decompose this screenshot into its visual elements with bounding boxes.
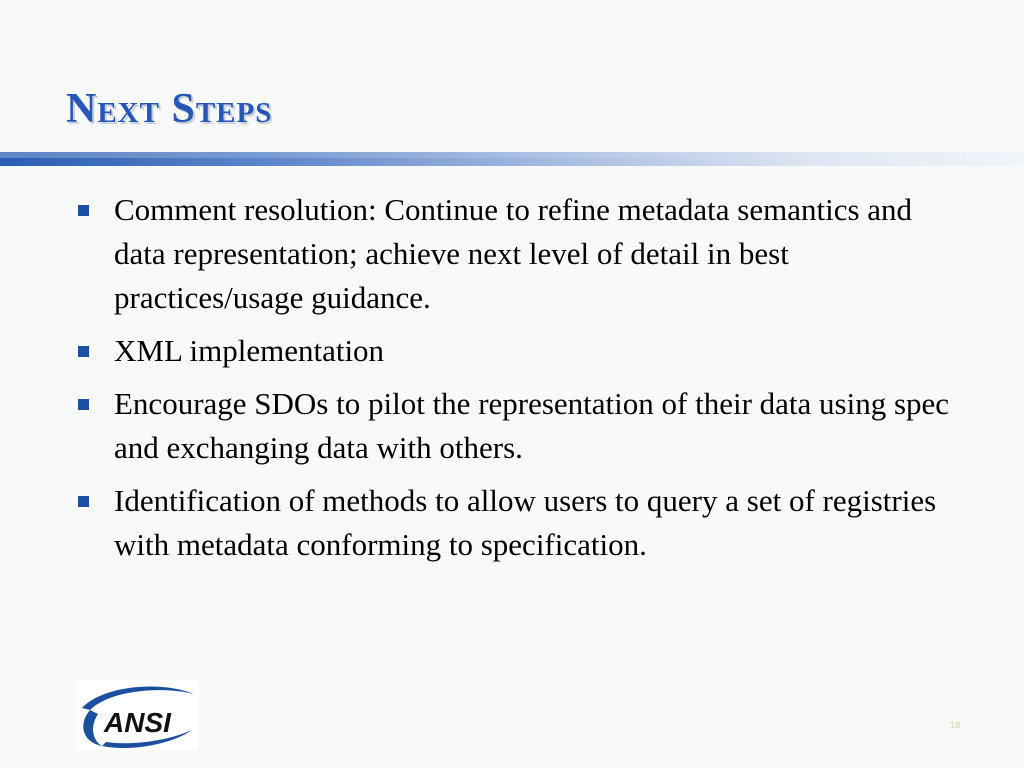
ansi-logo-icon bbox=[76, 680, 198, 750]
bullet-text: XML implementation bbox=[114, 333, 385, 368]
square-bullet-icon bbox=[78, 205, 89, 216]
bullet-text: Comment resolution: Continue to refine metadata semantics and data representation; achieve next level of detail in best practices/usage guidance. bbox=[114, 192, 913, 315]
square-bullet-icon bbox=[78, 399, 89, 410]
bullet-item bbox=[76, 188, 966, 320]
square-bullet-icon bbox=[78, 346, 89, 357]
bullet-item bbox=[76, 329, 966, 373]
slide-title: Next Steps bbox=[66, 86, 273, 132]
ansi-logo bbox=[76, 680, 198, 750]
page-number: 18 bbox=[950, 720, 961, 730]
bullet-text: Identification of methods to allow users to query a set of registries with metadata conforming to specification. bbox=[114, 483, 937, 562]
bullet-list bbox=[76, 188, 966, 576]
title-divider bbox=[0, 152, 1024, 166]
bullet-item bbox=[76, 382, 966, 470]
logo-text: ANSI bbox=[104, 707, 171, 738]
square-bullet-icon bbox=[78, 496, 89, 507]
bullet-text: Encourage SDOs to pilot the representation of their data using spec and exchanging data with others. bbox=[114, 386, 950, 465]
bullet-item bbox=[76, 479, 966, 567]
